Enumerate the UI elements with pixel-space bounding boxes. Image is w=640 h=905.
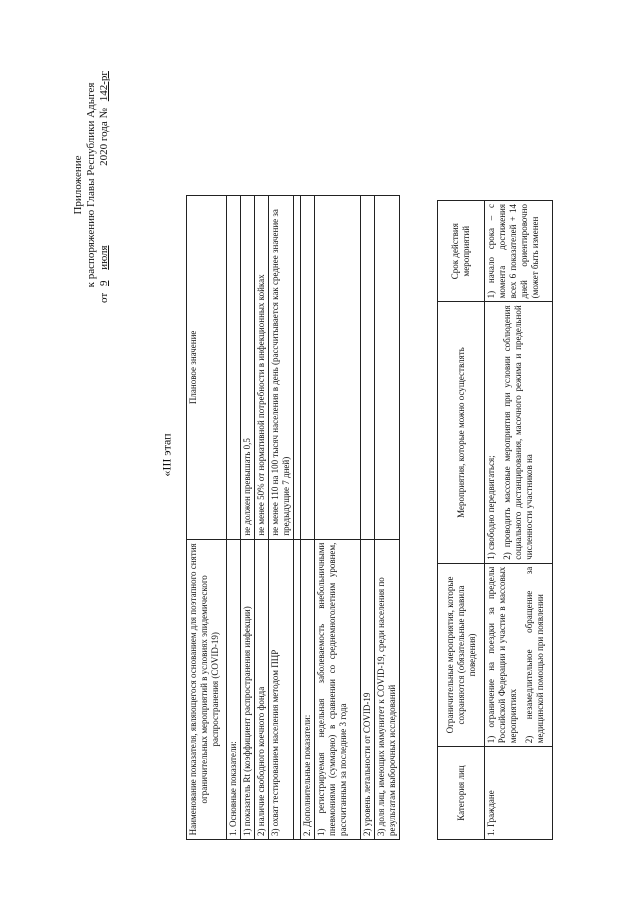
indicator-name: 2) наличие свободного коечного фонда <box>255 539 269 839</box>
empty-cell <box>294 539 301 839</box>
allowed-item: 1) свободно передвигаться; <box>486 455 496 560</box>
category-header: Категория лиц <box>438 747 485 840</box>
appendix-title: Приложение <box>72 155 84 215</box>
indicator-value: не менее 50% от нормативной потребности в инфекционных койках <box>255 196 269 540</box>
measures-table <box>437 200 553 840</box>
empty-cell <box>301 196 315 540</box>
term-cell: 1) начало срока – с момента достижения всех 6 показателей + 14 дней ориентировочно (может быть изменен <box>485 201 553 302</box>
empty-cell <box>315 196 361 540</box>
main-indicators-section: 1. Основные показатели: <box>227 539 241 839</box>
date-month: июля <box>98 245 110 270</box>
planned-value-header: Плановое значение <box>187 196 227 540</box>
restrictions-header: Ограничительные мероприятия, которые сохраняются (обязательные правила поведения) <box>438 563 485 746</box>
allowed-item: 2) проводить массовые мероприятия при условии соблюдения социального дистанцирования, масочного режима и предельной численности участников на <box>502 305 534 560</box>
indicator-name: 3) охват тестированием населения методом ПЦР <box>269 539 294 839</box>
indicator-name-header: Наименование показателя, являющегося основанием для поэтапного снятия ограничительных мероприятий в условиях эпидемического распространения (COVID-19) <box>187 539 227 839</box>
indicator-name: 1) показатель Rt (коэффициент распространения инфекции) <box>241 539 255 839</box>
extra-indicator-name: 2) уровень летальности от COVID-19 <box>361 539 375 839</box>
restrictions-cell <box>485 563 553 746</box>
extra-indicators-section: 2. Дополнительные показатели: <box>301 539 315 839</box>
appendix-decree-line: к распоряжению Главы Республики Адыгея <box>85 82 97 288</box>
allowed-cell <box>485 302 553 563</box>
empty-cell <box>227 196 241 540</box>
term-header: Срок действия мероприятий <box>438 201 485 302</box>
indicators-table <box>186 195 400 840</box>
stage-title: «III этап <box>159 433 174 477</box>
empty-cell <box>361 196 375 540</box>
allowed-header: Мероприятия, которые можно осуществлять <box>438 302 485 563</box>
decree-number: 142-рг <box>98 71 110 102</box>
appendix-date-line <box>98 20 111 350</box>
category-cell: 1. Граждане <box>485 747 553 840</box>
appendix-header <box>72 20 111 350</box>
date-day: 9 <box>98 280 110 287</box>
empty-cell <box>375 196 400 540</box>
empty-cell <box>294 196 301 540</box>
indicator-value: не менее 110 на 100 тысяч населения в день (рассчитывается как среднее значение за предыдущие 7 дней) <box>269 196 294 540</box>
indicator-value: не должен превышать 0,5 <box>241 196 255 540</box>
restriction-item: 2) незамедлительное обращение за медицинской помощью при появлении <box>524 566 545 744</box>
date-year: 2020 года № <box>98 107 110 166</box>
extra-indicator-name: 3) доля лиц, имеющих иммунитет к COVID-19, среди населения по результатам выборочных исследований <box>375 539 400 839</box>
restriction-item: 1) ограничение на поездки за пределы Российской Федерации и участие в массовых мероприятиях <box>486 566 518 744</box>
extra-indicator-name: 1) регистрируемая недельная заболеваемость внебольничными пневмониями (суммарно) в сравнении со среднемноголетним уровнем, рассчитанным за последние 3 года <box>315 539 361 839</box>
date-prefix: от <box>98 292 110 303</box>
